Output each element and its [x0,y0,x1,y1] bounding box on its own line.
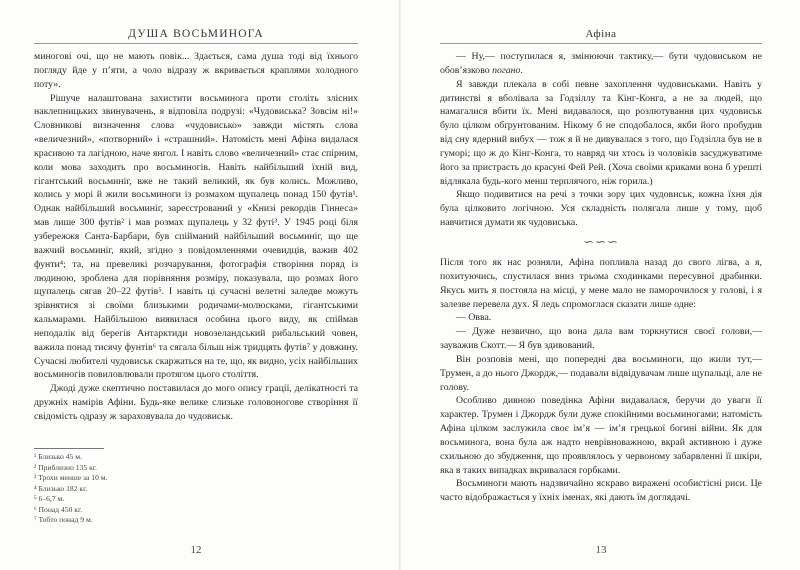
right-running-head [440,0,762,44]
footnote-2: ² Приблизно 135 кг. [34,462,97,472]
right-paragraph-1 [440,50,762,78]
right-paragraph-4: Після того як нас розняли, Афіна попливла назад до свого лігва, а я, похитуючись, спустилася вниз трьома сходинками пересувної драбинки. Якусь мить я постояла на місці, у мене мало не паморочилося у голові, і я залезве перевела дух. Я ледь спромоглася сказати лише одне: [440,256,762,310]
right-paragraph-9: Восьминоги мають надзвичайно яскраво виражені особистісні риси. Це часто відображається у їхніх іменах, які дають їм доглядачі. [440,478,762,504]
footnotes [34,448,358,526]
right-paragraph-3: Якщо подивитися на речі з точки зору цих чудовиськ, кожна їхня дія була цілковито логічною. Уся складність полягала лише у тому, щоб навчитися думати як чудовиська. [440,189,762,229]
right-paragraph-1-lead: — Ну,— поступилася я, змінюючи тактику,— бути чудовиськом не обов’язково [440,51,762,76]
left-paragraph-1: миногові очі, що не мають повік... Здається, сама душа тоді від їхнього погляду йде у п’яти, а чоло відразу ж вкривається краплями холодного поту». [34,51,358,90]
section-separator-ornament: ∽∽∽ [583,233,619,249]
right-paragraph-1-tail: . [520,64,523,76]
left-paragraph-3: Джоді дуже скептично поставилася до мого опису грації, делікатності та дружніх намірів Афіни. Будь-яке велике слизьке головоногове створіння її свідомість одразу ж зараховувала до чудовиськ. [34,383,358,422]
right-paragraph-1-italic: погано [492,64,521,76]
right-paragraph-2: Я завжди плекала в собі певне захоплення чудовиськами. Навіть у дитинстві я вболівала за Годзіллу та Кінг-Конга, а не за людей, що намагалися вбити їх. Мені видавалося, що розлютування цих чудовиськ було цілком обґрунтованим. Нікому б не сподобалося, якби його пробудив від сну ядерний вибух — тож я й не дивувалася з того, що Годзілла був не в гуморі; що ж до Кінг-Конга, то навряд чи хтось із чоловіків засуджуватиме його за пристрасть до красуні Фей Рей. (Хоча своїми криками вона б урешті відлякала будь-кого менш терплячого, ніж горила.) [440,78,762,187]
footnote-6: ⁶ Понад 450 кг. [34,504,83,514]
right-paragraph-7: Він розповів мені, що попередні два восьминоги, що жили тут,— Трумен, а до нього Джордж,— подавали відвідувачам лише щупальці, але не голову. [440,353,762,393]
right-page-number: 13 [595,544,607,556]
left-running-head [34,0,358,44]
footnote-rule [34,448,104,449]
left-paragraph-2: Рішуче налаштована захистити восьминога проти століть злісних наклепницьких звинувачень, я відповіла подрузі: «Чудовиська? Зовсім ні!» Словникові визначення слова «чудовисько» завжди містять слова «величезний», «потворний» і «страшний». Натомість мені Афіна видалася красивою та лагідною, наче янгол. І навіть слово «величезний» стає спірним, коли мова заходить про восьминогів. Навіть найбільший їхній вид, гігантський восьминіг, вже не такий великий, як був колись. Можливо, колись у морі й жили восьминоги із розмахом щупалець понад 150 футів¹. Однак найбільший восьминіг, зареєстрований у «Книзі рекордів Гіннеса» мав лише 300 футів² і мав розмах щупалець у 32 футі³. У 1945 році біля узбережжя Санта-Барбари, був спійманий найбільший восьминіг, що ще важчий восьминіг, який, згідно з повідомленнями очевидців, важив 402 фунти⁴; та, на превеликі розчарування, фотографія створіння поряд із людиною, зроблена для порівняння розміру, показувала, що розмах його щупалець сягав 20–22 футів⁵. І навіть ці сучасні велетні заледве можуть зрівнятися зі своїми близькими родичами-молюсками, гігантськими кальмарами. Найбільшою виявилася особина цього виду, як спіймав неподалік від берегів Антарктиди новозеландський рибальський човен, важила понад тисячу фунтів⁶ та сягала більш ніж тридцять футів⁷ у довжину. Сучасні любителі чудовиськ скаржаться на те, що, як видно, усіх найбільших восьминогів повиловлювали протягом цього століття. [34,92,358,381]
right-page-body [440,44,762,505]
left-running-head-text: ДУША ВОСЬМИНОГА [128,28,264,40]
right-running-head-text: Афіна [585,28,617,40]
left-page-number: 12 [190,544,202,556]
right-page [400,0,800,570]
right-paragraph-6: — Дуже незвично, що вона дала вам торкнутися своєї голови,— зауважив Скотт.— Я був здивований. [440,326,762,352]
right-paragraph-5: — Овва. [456,312,492,324]
footnote-1: ¹ Близько 45 м. [34,452,82,461]
footnote-7: ⁷ Тобто понад 9 м. [34,515,93,524]
footnote-5: ⁵ 6–6,7 м. [34,494,65,503]
footnote-4: ⁴ Близько 182 кг. [34,483,88,493]
footnote-3: ³ Трохи менше за 10 м. [34,473,108,482]
right-paragraph-8: Особливо дивною поведінка Афіни видавалася, беручи до уваги її характер. Трумен і Джордж були дуже спокійними восьминогами; натомість Афіна цілком заслужила своє ім’я — ім’я грецької богині війни. Як для восьминога, вона була аж надто неврівноважною, вкрай активною і дуже схильною до збудження, що проявлялось у червоному забарвленні її шкіри, яка в таких випадках вкривалася горбками. [440,395,762,476]
left-page-body [34,44,358,424]
